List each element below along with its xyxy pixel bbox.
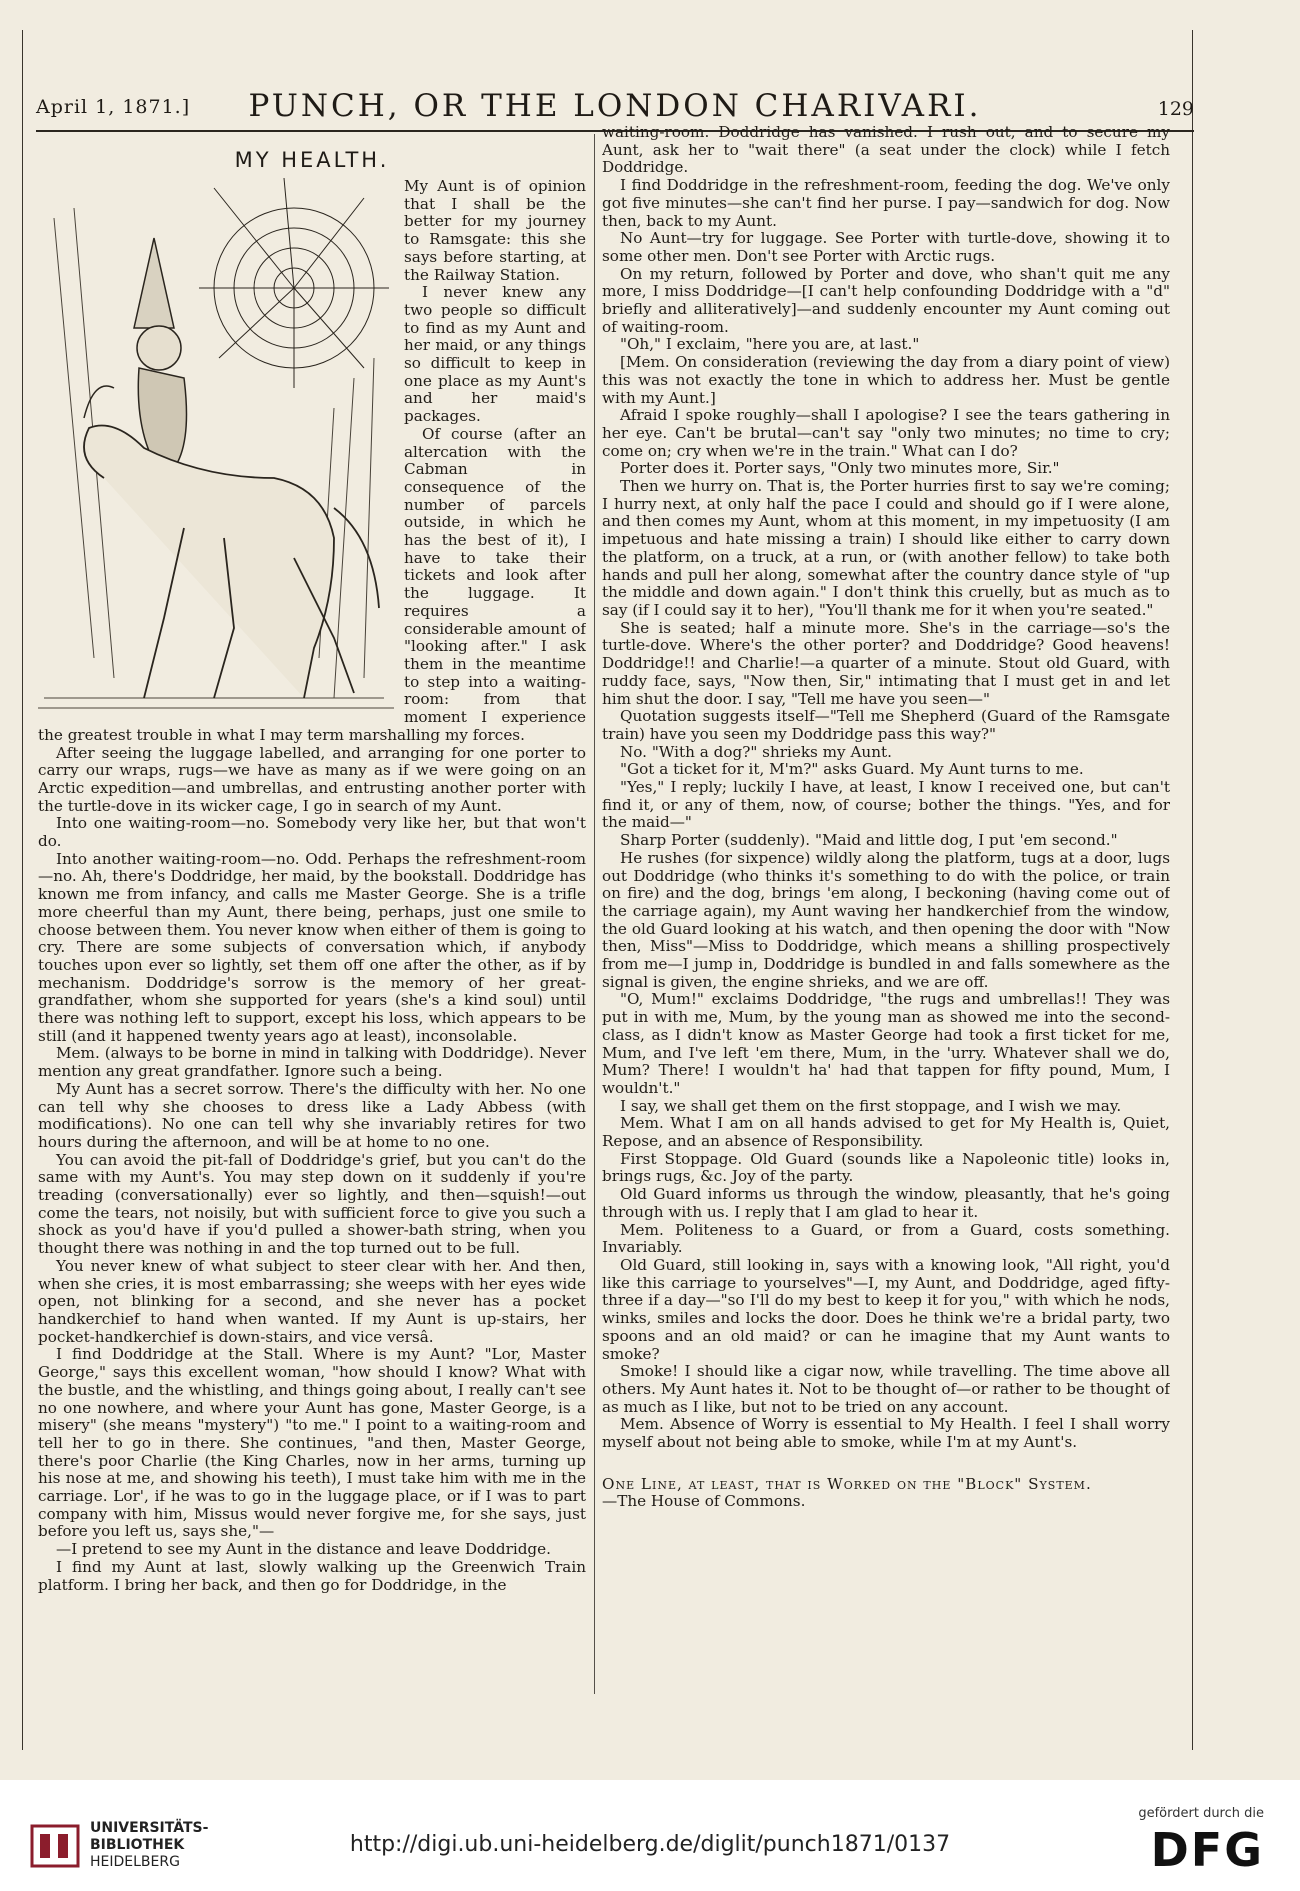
paragraph: Old Guard, still looking in, says with a knowing look, "All right, you'd like this carriage to yourselves"—I, my Aunt, and Doddridge, aged fifty-three if a day—"so I'll do my best to keep it for you," with which he nods, winks, smiles and locks the door. Does he think we're a bridal party, two spoons and an old maid? or can he imagine that my Aunt wants to smoke?: [602, 1256, 1170, 1363]
paragraph: Into one waiting-room—no. Somebody very like her, but that won't do.: [38, 814, 586, 851]
paragraph: Old Guard informs us through the window, pleasantly, that he's going through with us. I reply that I am glad to hear it.: [602, 1185, 1170, 1221]
funder-block: [1124, 1806, 1264, 1877]
paragraph: Mem. Absence of Worry is essential to My Health. I feel I shall worry myself about not being able to smoke, while I'm at my Aunt's.: [602, 1415, 1170, 1452]
paragraph: —I pretend to see my Aunt in the distance and leave Doddridge.: [56, 1540, 551, 1559]
paragraph: Of course (after an altercation with the Cabman in consequence of the number of parcels outside, in which he has the best of it), I have to take their tickets and look after the luggage. It requires a considerable amount of "looking after." I ask them in the meantime to step into a waiting-room: from that moment I experience the greatest trouble in what I may term marshalling my forces.: [38, 424, 586, 744]
horse-figure-icon: [84, 426, 379, 699]
engraving-image: [38, 178, 394, 718]
digitization-footer: [0, 1780, 1300, 1891]
paragraph: You never knew of what subject to steer clear with her. And then, when she cries, it is most embarrassing; she weeps with her eyes wide open, not blinking for a second, and she never has a pocket handkerchief to hand when wanted. If my Aunt is up-stairs, her pocket-handkerchief is down-stairs, and vice versâ.: [38, 1256, 586, 1346]
article-title: MY HEALTH.: [234, 148, 390, 172]
paragraph: "Got a ticket for it, M'm?" asks Guard. My Aunt turns to me.: [620, 760, 1084, 779]
paragraph: "Oh," I exclaim, "here you are, at last.": [620, 335, 920, 354]
paragraph: After seeing the luggage labelled, and arranging for one porter to carry our wraps, rugs—we have as many as if we were going on an Arctic expedition—and umbrellas, and entrusting another porter with the turtle-dove in its wicker cage, I go in search of my Aunt.: [38, 743, 586, 815]
page-number: 129: [1157, 98, 1194, 120]
footnote-line: One Line, at least, that is Worked on the "Block" System.: [602, 1474, 1092, 1493]
paragraph: He rushes (for sixpence) wildly along the platform, tugs at a door, lugs out Doddridge (who thinks it's something to do with the police, or train on fire) and the dog, brings 'em along, I beckoning (having come out of the carriage again), my Aunt waving her handkerchief from the window, the old Guard looking at his watch, and then opening the door with "Now then, Miss"—Miss to Doddridge, which means a shilling prospectively from me—I jump in, Doddridge is bundled in and falls somewhere as the signal is given, the engine shrieks, and we are off.: [602, 848, 1170, 991]
paragraph: Then we hurry on. That is, the Porter hurries first to say we're coming; I hurry next, at only half the pace I could and should go if I were alone, and then comes my Aunt, whom at this moment, in my impetuosity (I am impetuous and hate missing a train) I should like either to carry down the platform, on a truck, at a run, or (with another fellow) to take both hands and pull her along, somewhat after the country dance style of "up the middle and down again." I don't think this cruelly, but as much as to say (if I could say it to her), "You'll thank me for it when you're seated.": [602, 477, 1170, 619]
footnote-attribution: —The House of Commons.: [602, 1492, 806, 1511]
paragraph: I find my Aunt at last, slowly walking up the Greenwich Train platform. I bring her back, and then go for Doddridge, in the: [38, 1557, 586, 1594]
paragraph: [Mem. On consideration (reviewing the day from a diary point of view) this was not exactly the tone in which to address her. Must be gentle with my Aunt.]: [602, 353, 1170, 407]
footnote-block: [602, 1476, 1170, 1511]
paragraph: Mem. What I am on all hands advised to get for My Health is, Quiet, Repose, and an absence of Responsibility.: [602, 1114, 1170, 1151]
left-column: [38, 138, 586, 1698]
paragraph: Quotation suggests itself—"Tell me Shepherd (Guard of the Ramsgate train) have you seen my Doddridge pass this way?": [602, 707, 1170, 743]
paragraph: I find Doddridge at the Stall. Where is my Aunt? "Lor, Master George," says this excellent woman, "how should I know? What with the bustle, and the whistling, and things going about, I really can't see no one nowhere, and where your Aunt has gone, Master George, is a misery" (she means "mystery") "to me." I point to a waiting-room and tell her to go in there. She continues, "and then, Master George, there's poor Charlie (the King Charles, now in her arms, turning up his nose at me, and showing his teeth), I must take him with me in the carriage. Lor', if he was to go in the luggage place, or if I was to part company with him, Missus would never forgive me, for she says, just before you left us, says she,"—: [38, 1345, 586, 1541]
paragraph: My Aunt has a secret sorrow. There's the difficulty with her. No one can tell why she chooses to dress like a Lady Abbess (with modifications). No one can tell why she invariably retires for two hours during the afternoon, and will be at home to no one.: [38, 1079, 586, 1151]
paragraph: "O, Mum!" exclaims Doddridge, "the rugs and umbrellas!! They was put in with me, Mum, by the young man as showed me into the second-class, as I didn't know as Master George had took a first ticket for me, Mum, and I've left 'em there, Mum, in the 'urry. Whatever shall we do, Mum? There! I wouldn't ha' had that tappen for fifty pound, Mum, I wouldn't.": [602, 990, 1170, 1097]
paragraph: No Aunt—try for luggage. See Porter with turtle-dove, showing it to some other men. Don't see Porter with Arctic rugs.: [602, 229, 1170, 265]
university-library-name: UNIVERSITÄTS- BIBLIOTHEK HEIDELBERG: [90, 1820, 209, 1870]
paragraph: On my return, followed by Porter and dove, who shan't quit me any more, I miss Doddridge—[I can't help confounding Doddridge with a "d" briefly and alliteratively]—and suddenly encounter my Aunt coming out of waiting-room.: [602, 264, 1170, 336]
source-url-link[interactable]: http://digi.ub.uni-heidelberg.de/diglit/punch1871/0137: [349, 1832, 951, 1857]
paragraph: Mem. (always to be borne in mind in talking with Doddridge). Never mention any great grandfather. Ignore such a being.: [38, 1044, 586, 1081]
dfg-logo-icon: DFG: [1150, 1823, 1264, 1877]
paragraph: Sharp Porter (suddenly). "Maid and little dog, I put 'em second.": [620, 831, 1118, 850]
paragraph: Porter does it. Porter says, "Only two minutes more, Sir.": [620, 459, 1060, 478]
column-divider: [594, 134, 595, 1694]
paragraph: First Stoppage. Old Guard (sounds like a Napoleonic title) looks in, brings rugs, &c. Joy of the party.: [602, 1149, 1170, 1186]
issue-date: April 1, 1871.]: [36, 96, 191, 118]
paragraph: No. "With a dog?" shrieks my Aunt.: [620, 742, 892, 761]
page-edge-left: [22, 30, 23, 1750]
paragraph: Into another waiting-room—no. Odd. Perhaps the refreshment-room—no. Ah, there's Doddridge, her maid, by the bookstall. Doddridge has known me from infancy, and calls me Master George. She is a trifle more cheerful than my Aunt, there being, perhaps, just one smile to choose between them. You never know when either of them is going to cry. There are some subjects of conversation which, if anybody touches upon ever so lightly, set them off one after the other, as if by mechanism. Doddridge's sorrow is the memory of her great-grandfather, whom she supported for years (she's a kind soul) until there was nothing left to support, except his loss, which appears to be still (and it happened twenty years ago at least), inconsolable.: [38, 849, 586, 1045]
right-column: [602, 124, 1170, 1694]
paragraph: You can avoid the pit-fall of Doddridge's grief, but you can't do the same with my Aunt's. You may step down on it suddenly if you're treading (conversationally) ever so lightly, and then—squish!—out come the tears, not noisily, but with sufficient force to give you such a shock as you'd have if you'd pulled a shower-bath string, when you thought there was nothing in and the top turned out to be full.: [38, 1150, 586, 1258]
publication-title: PUNCH, OR THE LONDON CHARIVARI.: [248, 88, 982, 124]
paragraph: She is seated; half a minute more. She's in the carriage—so's the turtle-dove. Where's the other porter? and Doddridge? Good heavens! Doddridge!! and Charlie!—a quarter of a minute. Stout old Guard, with ruddy face, says, "Now then, Sir," intimating that I must get in and let him shut the door. I say, "Tell me have you seen—": [602, 618, 1170, 708]
paragraph: Afraid I spoke roughly—shall I apologise? I see the tears gathering in her eye. Can't be brutal—can't say "only two minutes; no time to cry; come on; cry when we're in the train." What can I do?: [602, 406, 1170, 460]
spider-web-icon: [199, 178, 389, 388]
paragraph: I find Doddridge in the refreshment-room, feeding the dog. We've only got five minutes—she can't find her purse. I pay—sandwich for dog. Now then, back to my Aunt.: [602, 176, 1170, 230]
funding-caption: gefördert durch die: [1138, 1806, 1264, 1821]
paragraph: I never knew any two people so difficult to find as my Aunt and her maid, or any things so difficult to keep in one place as my Aunt's and her maid's packages.: [404, 283, 586, 426]
paragraph: "Yes," I reply; luckily I have, at least, I know I received one, but can't find it, or any of them, now, of course; bother the things. "Yes, and for the maid—": [602, 778, 1170, 832]
paragraph: My Aunt is of opinion that I shall be the better for my journey to Ramsgate: this she says before starting, at the Railway Station.: [404, 177, 586, 284]
page-header: [36, 88, 1194, 128]
paragraph: I say, we shall get them on the first stoppage, and I wish we may.: [620, 1096, 1122, 1115]
paragraph: waiting-room. Doddridge has vanished. I rush out, and to secure my Aunt, ask her to "wait there" (a seat under the clock) while I fetch Doddridge.: [602, 124, 1170, 177]
paragraph: Mem. Politeness to a Guard, or from a Guard, costs something. Invariably.: [602, 1220, 1170, 1257]
illustration-aunt-on-horse: [38, 178, 394, 718]
paragraph: Smoke! I should like a cigar now, while travelling. The time above all others. My Aunt hates it. Not to be thought of—or rather to be thought of as much as I like, but not to be tried on any account.: [602, 1362, 1170, 1416]
page-edge-right: [1192, 30, 1193, 1750]
